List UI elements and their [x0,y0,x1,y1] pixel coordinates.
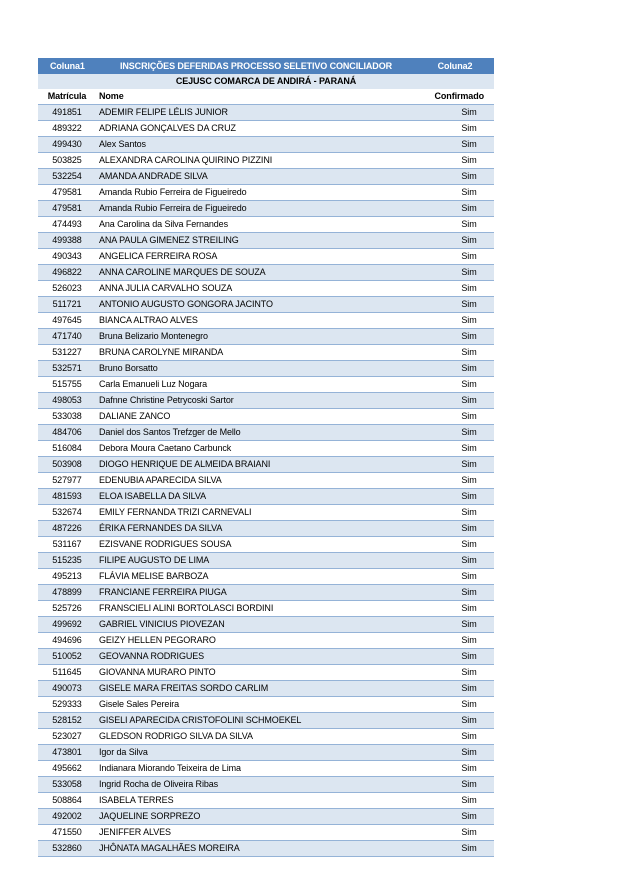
matricula-cell: 515235 [38,553,96,569]
confirmado-cell: Sim [416,585,494,601]
nome-cell: GIOVANNA MURARO PINTO [96,665,416,681]
confirmado-cell: Sim [416,473,494,489]
table-row [38,553,494,569]
nome-cell: Amanda Rubio Ferreira de Figueiredo [96,185,416,201]
table-row [38,793,494,809]
table-row [38,697,494,713]
table-row [38,409,494,425]
confirmado-cell: Sim [416,617,494,633]
confirmado-cell: Sim [416,425,494,441]
table-subtitle: CEJUSC COMARCA DE ANDIRÁ - PARANÁ [38,74,494,89]
table-row [38,729,494,745]
matricula-cell: 478899 [38,585,96,601]
confirmado-cell: Sim [416,505,494,521]
nome-cell: Debora Moura Caetano Carbunck [96,441,416,457]
confirmado-cell: Sim [416,457,494,473]
column2-header: Coluna2 [416,58,494,74]
table-row [38,825,494,841]
confirmado-cell: Sim [416,681,494,697]
matricula-cell: 533038 [38,409,96,425]
matricula-cell: 532571 [38,361,96,377]
nome-cell: JHÔNATA MAGALHÃES MOREIRA [96,841,416,857]
confirmado-cell: Sim [416,185,494,201]
table-title: INSCRIÇÕES DEFERIDAS PROCESSO SELETIVO CONCILIADOR [96,58,416,74]
matricula-cell: 508864 [38,793,96,809]
nome-cell: Igor da Silva [96,745,416,761]
matricula-cell: 532254 [38,169,96,185]
table-row [38,713,494,729]
nome-cell: ANTONIO AUGUSTO GONGORA JACINTO [96,297,416,313]
nome-cell: EDENUBIA APARECIDA SILVA [96,473,416,489]
matricula-cell: 479581 [38,185,96,201]
nome-cell: FRANSCIELI ALINI BORTOLASCI BORDINI [96,601,416,617]
confirmado-cell: Sim [416,745,494,761]
matricula-cell: 531167 [38,537,96,553]
table-row [38,841,494,857]
confirmado-cell: Sim [416,793,494,809]
matricula-cell: 516084 [38,441,96,457]
confirmado-cell: Sim [416,377,494,393]
nome-cell: GLEDSON RODRIGO SILVA DA SILVA [96,729,416,745]
subtitle-row [38,74,494,89]
table-row [38,313,494,329]
nome-cell: BRUNA CAROLYNE MIRANDA [96,345,416,361]
matricula-cell: 511721 [38,297,96,313]
table-row [38,121,494,137]
nome-cell: Bruna Belizario Montenegro [96,329,416,345]
confirmado-cell: Sim [416,409,494,425]
nome-cell: FRANCIANE FERREIRA PIUGA [96,585,416,601]
matricula-cell: 491851 [38,105,96,121]
matricula-cell: 525726 [38,601,96,617]
table-row [38,665,494,681]
nome-cell: ADEMIR FELIPE LÉLIS JUNIOR [96,105,416,121]
nome-cell: ANGELICA FERREIRA ROSA [96,249,416,265]
table-row [38,361,494,377]
nome-cell: DIOGO HENRIQUE DE ALMEIDA BRAIANI [96,457,416,473]
table-row [38,585,494,601]
confirmado-cell: Sim [416,553,494,569]
nome-cell: JAQUELINE SORPREZO [96,809,416,825]
matricula-cell: 498053 [38,393,96,409]
matricula-cell: 503908 [38,457,96,473]
confirmado-cell: Sim [416,329,494,345]
nome-cell: Ana Carolina da Silva Fernandes [96,217,416,233]
nome-cell: Dafnne Christine Petrycoski Sartor [96,393,416,409]
confirmado-cell: Sim [416,441,494,457]
confirmado-cell: Sim [416,249,494,265]
table-row [38,521,494,537]
nome-cell: Ingrid Rocha de Oliveira Ribas [96,777,416,793]
matricula-cell: 526023 [38,281,96,297]
confirmado-cell: Sim [416,569,494,585]
confirmado-cell: Sim [416,841,494,857]
table-row [38,201,494,217]
confirmado-cell: Sim [416,729,494,745]
matricula-cell: 471740 [38,329,96,345]
matricula-cell: 499430 [38,137,96,153]
table-row [38,137,494,153]
confirmado-cell: Sim [416,633,494,649]
confirmado-cell: Sim [416,521,494,537]
nome-cell: BIANCA ALTRAO ALVES [96,313,416,329]
table-row [38,777,494,793]
table-row [38,249,494,265]
spreadsheet-page [38,58,494,857]
confirmado-cell: Sim [416,361,494,377]
table-row [38,345,494,361]
nome-cell: Daniel dos Santos Trefzger de Mello [96,425,416,441]
nome-cell: EZISVANE RODRIGUES SOUSA [96,537,416,553]
table-row [38,537,494,553]
confirmado-cell: Sim [416,809,494,825]
confirmado-cell: Sim [416,281,494,297]
nome-cell: EMILY FERNANDA TRIZI CARNEVALI [96,505,416,521]
matricula-cell: 515755 [38,377,96,393]
confirmado-cell: Sim [416,137,494,153]
table-row [38,329,494,345]
matricula-cell: 492002 [38,809,96,825]
table-row [38,281,494,297]
confirmado-cell: Sim [416,345,494,361]
nome-cell: GEOVANNA RODRIGUES [96,649,416,665]
nome-cell: ANNA JULIA CARVALHO SOUZA [96,281,416,297]
nome-cell: FILIPE AUGUSTO DE LIMA [96,553,416,569]
nome-cell: Indianara Miorando Teixeira de Lima [96,761,416,777]
matricula-cell: 490073 [38,681,96,697]
table-row [38,617,494,633]
nome-cell: GABRIEL VINICIUS PIOVEZAN [96,617,416,633]
table-row [38,217,494,233]
matricula-cell: 487226 [38,521,96,537]
confirmado-cell: Sim [416,665,494,681]
table-row [38,809,494,825]
table-row [38,649,494,665]
table-row [38,393,494,409]
matricula-cell: 533058 [38,777,96,793]
confirmado-cell: Sim [416,121,494,137]
matricula-cell: 481593 [38,489,96,505]
table-row [38,745,494,761]
matricula-cell: 499388 [38,233,96,249]
table-row [38,377,494,393]
matricula-cell: 495213 [38,569,96,585]
table-row [38,233,494,249]
confirmado-cell: Sim [416,265,494,281]
nome-cell: GEIZY HELLEN PEGORARO [96,633,416,649]
table-row [38,473,494,489]
nome-cell: ELOA ISABELLA DA SILVA [96,489,416,505]
matricula-header: Matrícula [38,89,96,105]
table-row [38,489,494,505]
confirmado-cell: Sim [416,489,494,505]
matricula-cell: 489322 [38,121,96,137]
matricula-cell: 494696 [38,633,96,649]
matricula-cell: 490343 [38,249,96,265]
registrations-table [38,58,494,857]
nome-cell: DALIANE ZANCO [96,409,416,425]
nome-cell: GISELE MARA FREITAS SORDO CARLIM [96,681,416,697]
nome-cell: AMANDA ANDRADE SILVA [96,169,416,185]
confirmado-cell: Sim [416,697,494,713]
confirmado-cell: Sim [416,601,494,617]
matricula-cell: 532674 [38,505,96,521]
table-row [38,761,494,777]
confirmado-cell: Sim [416,761,494,777]
column-header-row [38,89,494,105]
confirmado-cell: Sim [416,713,494,729]
nome-cell: ADRIANA GONÇALVES DA CRUZ [96,121,416,137]
confirmado-cell: Sim [416,153,494,169]
table-row [38,505,494,521]
matricula-cell: 531227 [38,345,96,361]
nome-header: Nome [96,89,416,105]
matricula-cell: 529333 [38,697,96,713]
table-row [38,153,494,169]
table-row [38,297,494,313]
confirmado-cell: Sim [416,537,494,553]
nome-cell: GISELI APARECIDA CRISTOFOLINI SCHMOEKEL [96,713,416,729]
matricula-cell: 503825 [38,153,96,169]
matricula-cell: 499692 [38,617,96,633]
table-row [38,185,494,201]
table-row [38,633,494,649]
table-row [38,457,494,473]
table-row [38,601,494,617]
matricula-cell: 497645 [38,313,96,329]
table-row [38,569,494,585]
matricula-cell: 484706 [38,425,96,441]
matricula-cell: 528152 [38,713,96,729]
matricula-cell: 495662 [38,761,96,777]
matricula-cell: 473801 [38,745,96,761]
table-row [38,105,494,121]
confirmado-header: Confirmado [416,89,494,105]
nome-cell: Alex Santos [96,137,416,153]
nome-cell: ALEXANDRA CAROLINA QUIRINO PIZZINI [96,153,416,169]
matricula-cell: 523027 [38,729,96,745]
confirmado-cell: Sim [416,297,494,313]
table-row [38,425,494,441]
confirmado-cell: Sim [416,825,494,841]
confirmado-cell: Sim [416,217,494,233]
matricula-cell: 479581 [38,201,96,217]
matricula-cell: 510052 [38,649,96,665]
nome-cell: ANNA CAROLINE MARQUES DE SOUZA [96,265,416,281]
nome-cell: Bruno Borsatto [96,361,416,377]
matricula-cell: 496822 [38,265,96,281]
table-row [38,265,494,281]
nome-cell: FLÁVIA MELISE BARBOZA [96,569,416,585]
confirmado-cell: Sim [416,169,494,185]
confirmado-cell: Sim [416,105,494,121]
table-row [38,681,494,697]
matricula-cell: 471550 [38,825,96,841]
confirmado-cell: Sim [416,393,494,409]
confirmado-cell: Sim [416,233,494,249]
confirmado-cell: Sim [416,313,494,329]
matricula-cell: 474493 [38,217,96,233]
confirmado-cell: Sim [416,201,494,217]
nome-cell: ANA PAULA GIMENEZ STREILING [96,233,416,249]
matricula-cell: 527977 [38,473,96,489]
confirmado-cell: Sim [416,777,494,793]
nome-cell: Carla Emanueli Luz Nogara [96,377,416,393]
confirmado-cell: Sim [416,649,494,665]
table-title-row [38,58,494,74]
table-row [38,169,494,185]
nome-cell: JENIFFER ALVES [96,825,416,841]
matricula-cell: 532860 [38,841,96,857]
matricula-cell: 511645 [38,665,96,681]
column1-header: Coluna1 [38,58,96,74]
table-body [38,105,494,857]
nome-cell: ÉRIKA FERNANDES DA SILVA [96,521,416,537]
nome-cell: ISABELA TERRES [96,793,416,809]
nome-cell: Amanda Rubio Ferreira de Figueiredo [96,201,416,217]
nome-cell: Gisele Sales Pereira [96,697,416,713]
table-row [38,441,494,457]
